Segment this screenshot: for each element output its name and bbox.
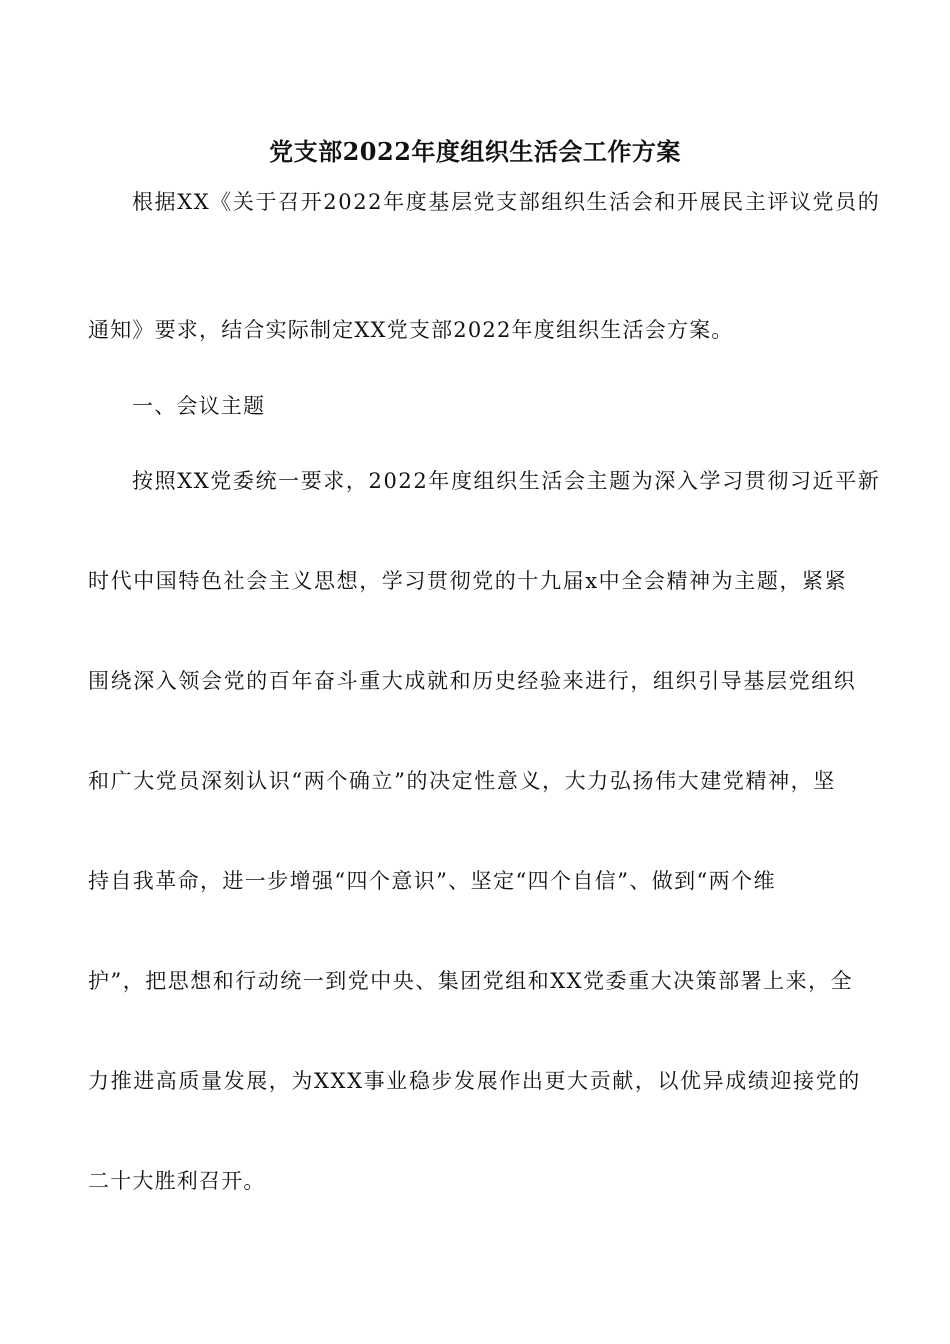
- section-heading: 一、会议主题: [132, 394, 266, 418]
- paragraph-line: 根据XX《关于召开2022年度基层党支部组织生活会和开展民主评议党员的: [132, 190, 881, 214]
- paragraph-line: 按照XX党委统一要求，2022年度组织生活会主题为深入学习贯彻习近平新: [132, 469, 881, 493]
- paragraph-line: 护”，把思想和行动统一到党中央、集团党组和XX党委重大决策部署上来，全: [88, 969, 854, 993]
- paragraph-line: 持自我革命，进一步增强“四个意识”、坚定“四个自信”、做到“两个维: [88, 869, 776, 893]
- paragraph-line: 围绕深入领会党的百年奋斗重大成就和历史经验来进行，组织引导基层党组织: [88, 669, 857, 693]
- paragraph-line: 时代中国特色社会主义思想，学习贯彻党的十九届x中全会精神为主题，紧紧: [88, 569, 848, 593]
- document-title: 党支部2022年度组织生活会工作方案: [269, 137, 681, 166]
- paragraph-line: 和广大党员深刻认识“两个确立”的决定性意义，大力弘扬伟大建党精神，坚: [88, 769, 836, 793]
- paragraph-line: 力推进高质量发展，为XXX事业稳步发展作出更大贡献，以优异成绩迎接党的: [88, 1069, 861, 1093]
- paragraph-line: 通知》要求，结合实际制定XX党支部2022年度组织生活会方案。: [88, 318, 734, 342]
- paragraph-line: 二十大胜利召开。: [88, 1169, 266, 1193]
